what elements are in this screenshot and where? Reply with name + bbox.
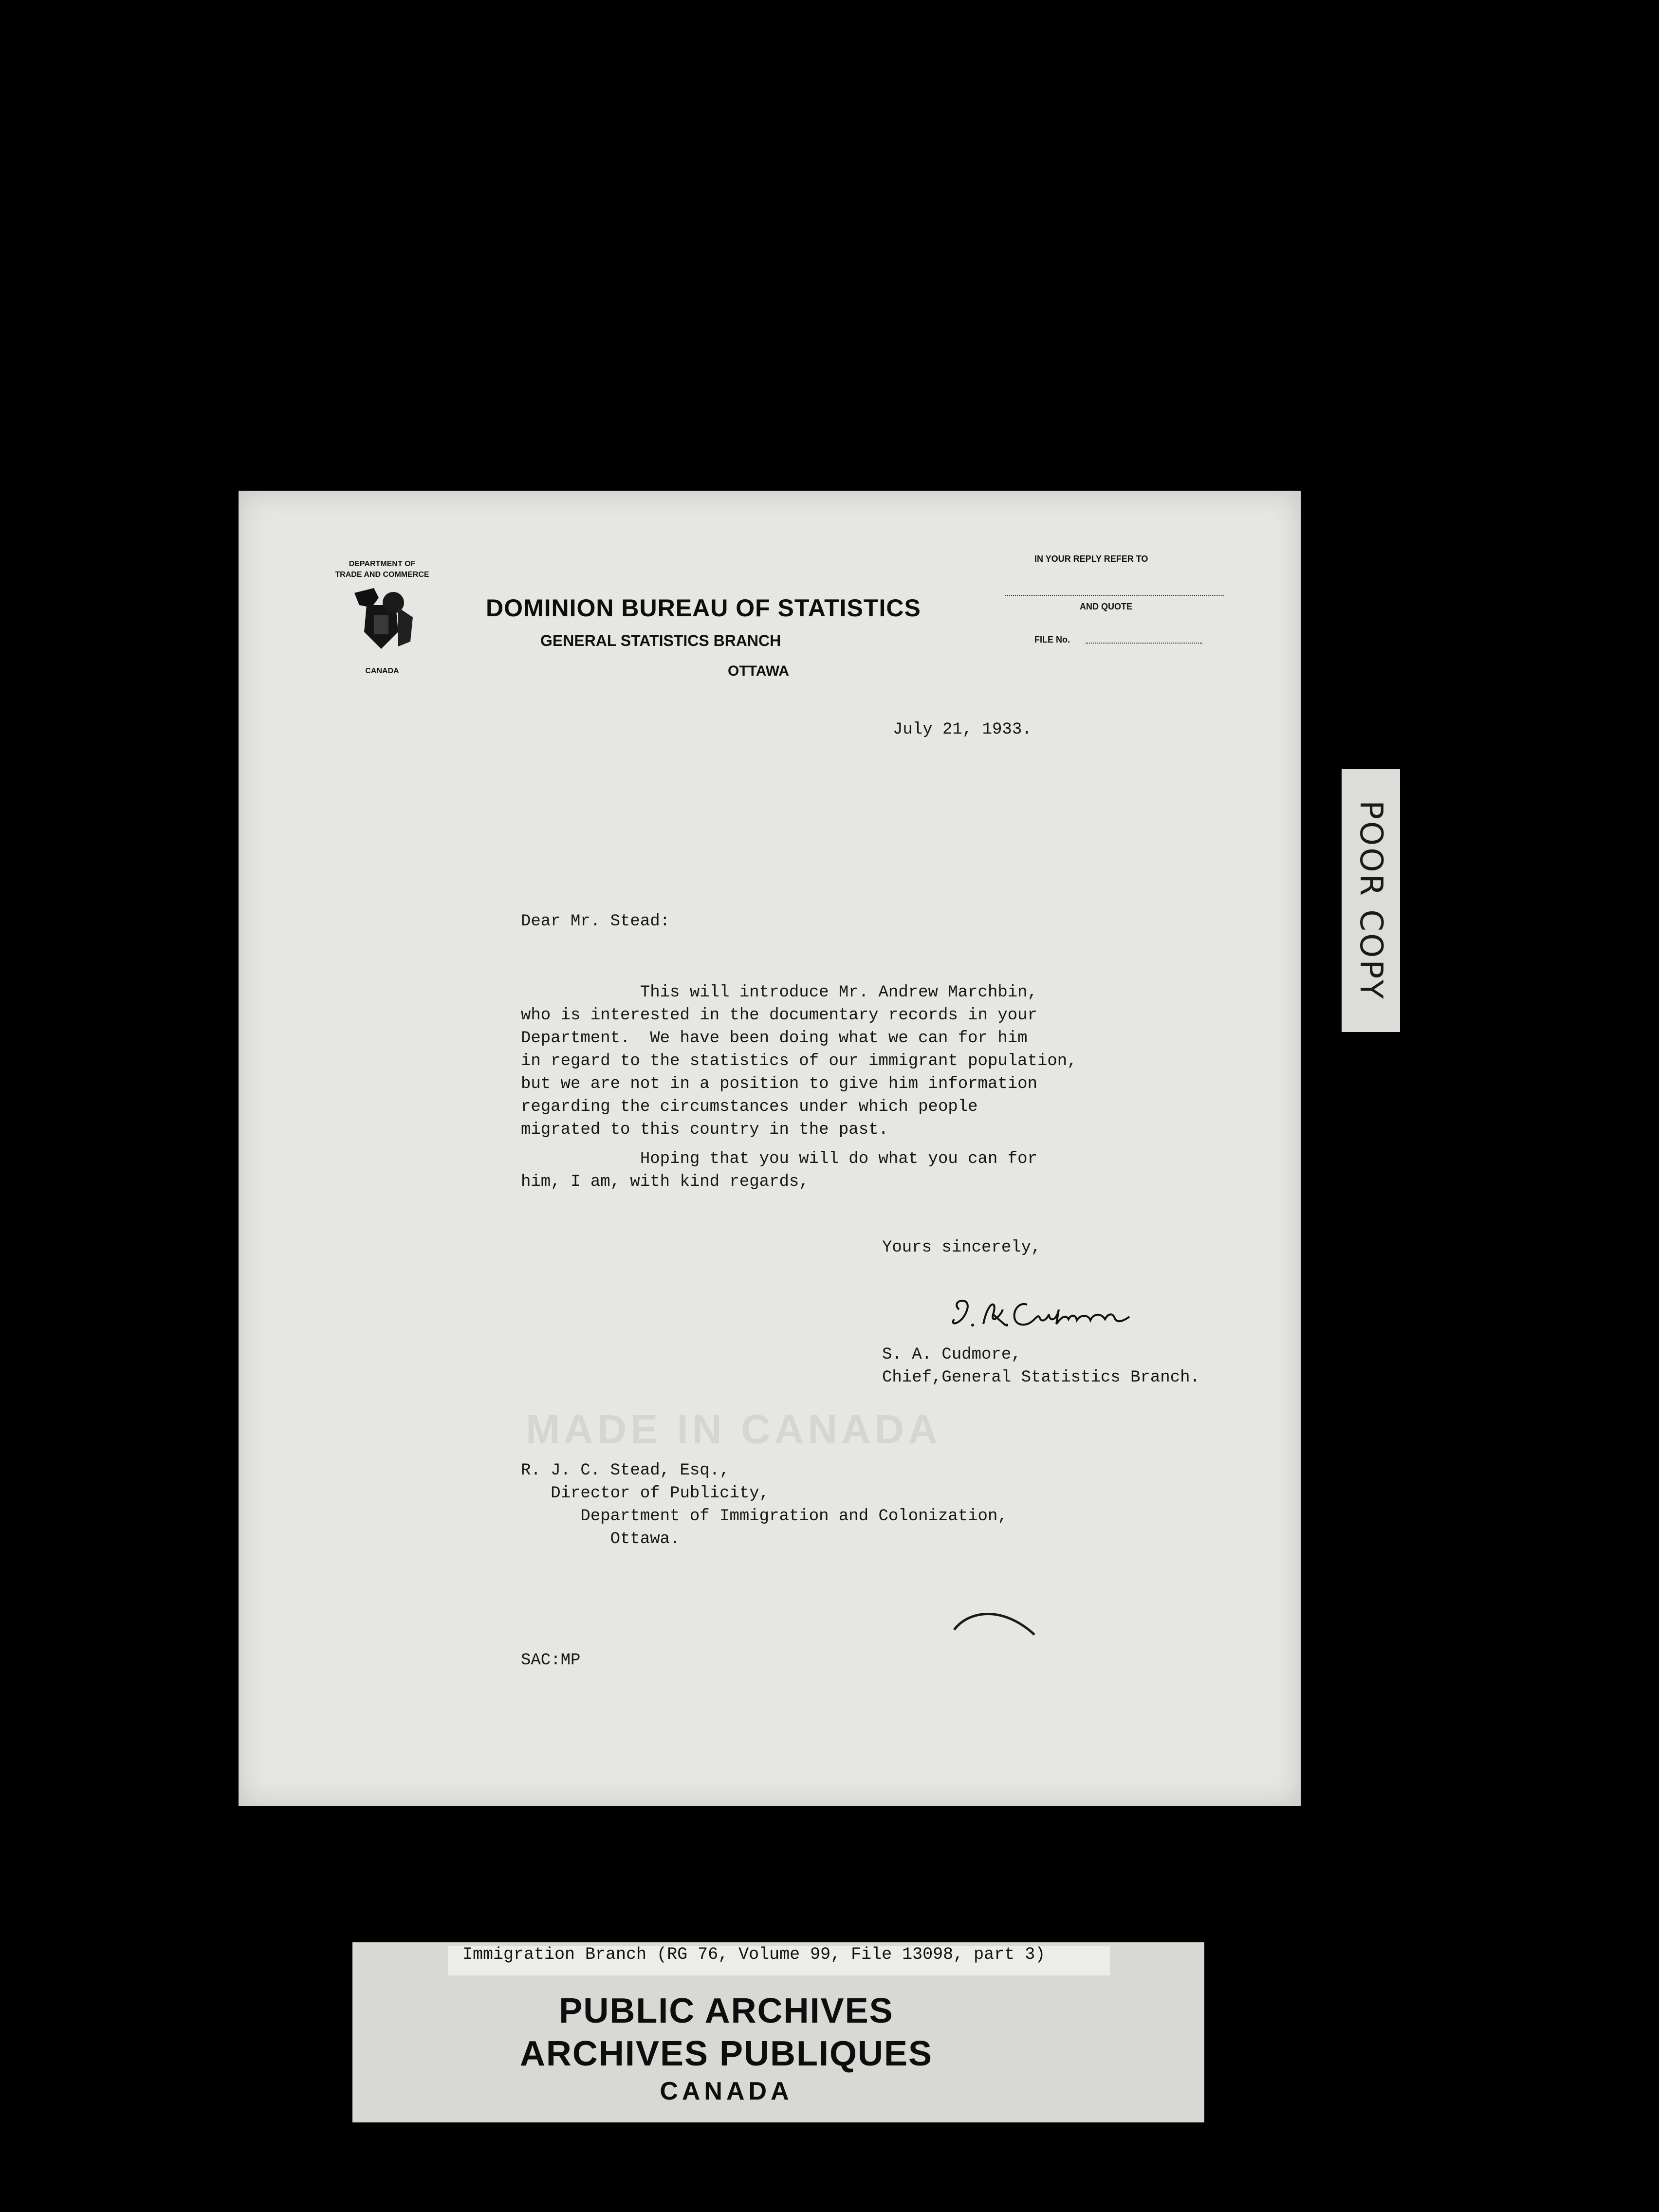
reference-initials: SAC:MP	[521, 1651, 581, 1670]
archive-line3: CANADA	[660, 2077, 793, 2105]
body-paragraph-1: This will introduce Mr. Andrew Marchbin, who is interested in the documentary records in your Department. We have been doing what we can for him in regard to the statistics of our immigrant population, but we are not in a position to give him information regarding the circumstances under which people migrated to this country in the past.	[521, 983, 1077, 1139]
signer-name: S. A. Cudmore,	[882, 1346, 1021, 1364]
pencil-mark	[949, 1605, 1042, 1640]
signer-block	[882, 1344, 1200, 1389]
closing: Yours sincerely,	[882, 1238, 1041, 1257]
archive-reference: Immigration Branch (RG 76, Volume 99, File 13098, part 3)	[462, 1945, 1046, 1964]
archive-line2: ARCHIVES PUBLIQUES	[519, 2034, 933, 2073]
city-title: OTTAWA	[728, 663, 790, 679]
branch-title: GENERAL STATISTICS BRANCH	[540, 632, 781, 649]
department-label	[321, 559, 443, 580]
canada-crest-icon	[345, 588, 418, 651]
reply-rule	[1005, 595, 1224, 596]
department-line1: DEPARTMENT OF	[349, 560, 416, 568]
letter-page	[239, 491, 1301, 1806]
and-quote-label: AND QUOTE	[1080, 602, 1132, 611]
archive-line1: PUBLIC ARCHIVES	[559, 1991, 894, 2030]
body-paragraph-2: Hoping that you will do what you can for him, I am, with kind regards,	[521, 1150, 1037, 1191]
signer-title: Chief,General Statistics Branch.	[882, 1368, 1200, 1387]
crest-country: CANADA	[365, 667, 399, 675]
handwritten-signature	[944, 1290, 1154, 1348]
file-no-label: FILE No.	[1034, 635, 1070, 645]
salutation: Dear Mr. Stead:	[521, 912, 670, 931]
letter-date: July 21, 1933.	[893, 720, 1032, 739]
bureau-title: DOMINION BUREAU OF STATISTICS	[486, 594, 921, 622]
poor-copy-tag-text-wrap	[1342, 769, 1400, 1032]
poor-copy-text: POOR COPY	[1353, 800, 1389, 1001]
file-no-rule	[1086, 643, 1202, 644]
reply-refer-label: IN YOUR REPLY REFER TO	[1034, 554, 1148, 564]
watermark-text: MADE IN CANADA	[526, 1406, 941, 1452]
department-line2: TRADE AND COMMERCE	[335, 571, 429, 579]
recipient-address: R. J. C. Stead, Esq., Director of Publicity, Department of Immigration and Colonization, Ottawa.	[521, 1461, 1008, 1548]
